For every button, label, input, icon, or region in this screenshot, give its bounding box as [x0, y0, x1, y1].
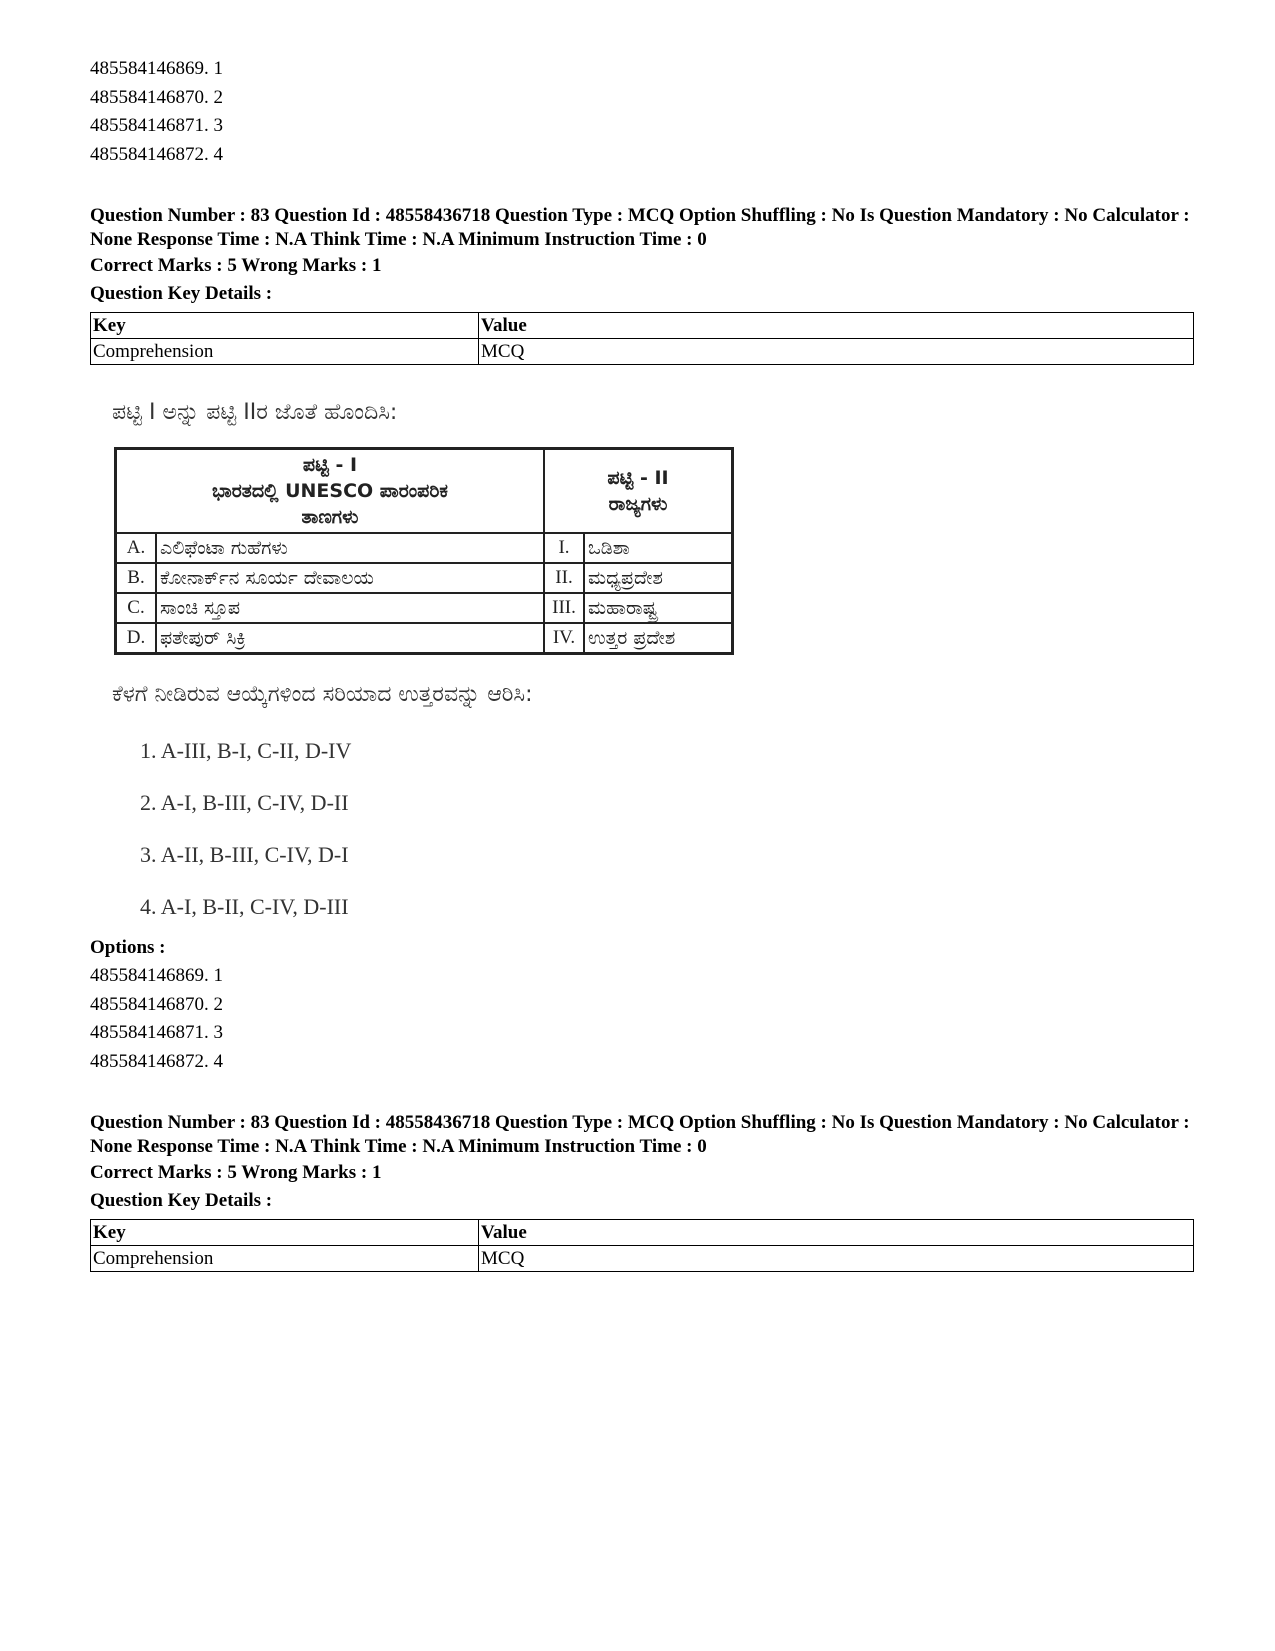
match-instruction: ಪಟ್ಟಿ I ಅನ್ನು ಪಟ್ಟಿ IIರ ಜೊತೆ ಹೊಂದಿಸಿ:	[112, 400, 398, 425]
list1-label: B.	[116, 563, 157, 593]
list1-header: ಪಟ್ಟಿ - I ಭಾರತದಲ್ಲಿ UNESCO ಪಾರಂಪರಿಕ ತಾಣಗಳು	[116, 449, 545, 534]
option-item: 485584146870. 2	[90, 86, 223, 108]
key-details-table	[90, 1219, 1194, 1272]
option-item: 485584146872. 4	[90, 143, 223, 165]
list2-label: III.	[544, 593, 584, 623]
answer-choice: 3. A-II, B-III, C-IV, D-I	[140, 842, 349, 867]
list1-item: ಎಲಿಫೆಂಟಾ ಗುಹೆಗಳು	[156, 533, 544, 563]
match-table	[114, 447, 734, 655]
list2-label: IV.	[544, 623, 584, 654]
marks-line: Correct Marks : 5 Wrong Marks : 1	[90, 1162, 382, 1183]
list1-label: D.	[116, 623, 157, 654]
list1-label: C.	[116, 593, 157, 623]
match-row	[116, 563, 733, 593]
list2-item: ಉತ್ತರ ಪ್ರದೇಶ	[584, 623, 733, 654]
table-cell-key: Comprehension	[91, 1246, 479, 1272]
option-item: 485584146871. 3	[90, 1022, 223, 1043]
table-cell-value: MCQ	[479, 1246, 1194, 1272]
list1-item: ಕೋನಾರ್ಕ್‌ನ ಸೂರ್ಯ ದೇವಾಲಯ	[156, 563, 544, 593]
table-header-row	[91, 313, 1194, 339]
option-item: 485584146871. 3	[90, 115, 223, 136]
list1-label: A.	[116, 533, 157, 563]
match-row	[116, 593, 733, 623]
match-header-row	[116, 449, 733, 534]
options-label: Options :	[90, 937, 166, 958]
answer-choices	[140, 725, 351, 933]
key-details-table	[90, 312, 1194, 365]
match-row	[116, 623, 733, 654]
question-header: Question Number : 83 Question Id : 48558436718 Question Type : MCQ Option Shuffling : No Is Question Mandatory : No Calculator : None Response Time : N.A Think Time : N.A Minimum Instruction Time : 0	[90, 1112, 1190, 1157]
table-header-row	[91, 1220, 1194, 1246]
table-row	[91, 1246, 1194, 1272]
question-image	[112, 400, 752, 960]
list2-label: I.	[544, 533, 584, 563]
table-row	[91, 339, 1194, 365]
top-option-list	[90, 55, 223, 169]
question-header: Question Number : 83 Question Id : 48558436718 Question Type : MCQ Option Shuffling : No Is Question Mandatory : No Calculator : None Response Time : N.A Think Time : N.A Minimum Instruction Time : 0	[90, 205, 1190, 250]
key-details-label: Question Key Details :	[90, 283, 273, 304]
list1-item: ಫತೇಪುರ್ ಸಿಕ್ರಿ	[156, 623, 544, 654]
option-item: 485584146870. 2	[90, 993, 223, 1015]
answer-choice: 2. A-I, B-III, C-IV, D-II	[140, 790, 349, 815]
list2-item: ಒಡಿಶಾ	[584, 533, 733, 563]
list2-item: ಮಹಾರಾಷ್ಟ್ರ	[584, 593, 733, 623]
table-cell-value: MCQ	[479, 339, 1194, 365]
marks-line: Correct Marks : 5 Wrong Marks : 1	[90, 255, 382, 276]
option-item: 485584146869. 1	[90, 58, 223, 79]
option-item: 485584146869. 1	[90, 965, 223, 986]
list2-item: ಮಧ್ಯಪ್ರದೇಶ	[584, 563, 733, 593]
option-item: 485584146872. 4	[90, 1050, 223, 1072]
answer-choice: 1. A-III, B-I, C-II, D-IV	[140, 738, 352, 763]
table-header-value: Value	[479, 313, 1194, 339]
table-cell-key: Comprehension	[91, 339, 479, 365]
bottom-option-list	[90, 962, 223, 1076]
match-row	[116, 533, 733, 563]
table-header-key: Key	[91, 1220, 479, 1246]
list1-item: ಸಾಂಚಿ ಸ್ತೂಪ	[156, 593, 544, 623]
list2-header: ಪಟ್ಟಿ - II ರಾಜ್ಯಗಳು	[544, 449, 733, 534]
table-header-key: Key	[91, 313, 479, 339]
answer-choice: 4. A-I, B-II, C-IV, D-III	[140, 894, 349, 919]
key-details-label: Question Key Details :	[90, 1190, 273, 1211]
choose-instruction: ಕೆಳಗೆ ನೀಡಿರುವ ಆಯ್ಕೆಗಳಿಂದ ಸರಿಯಾದ ಉತ್ತರವನ್ನು ಆರಿಸಿ:	[112, 682, 533, 707]
list2-label: II.	[544, 563, 584, 593]
table-header-value: Value	[479, 1220, 1194, 1246]
